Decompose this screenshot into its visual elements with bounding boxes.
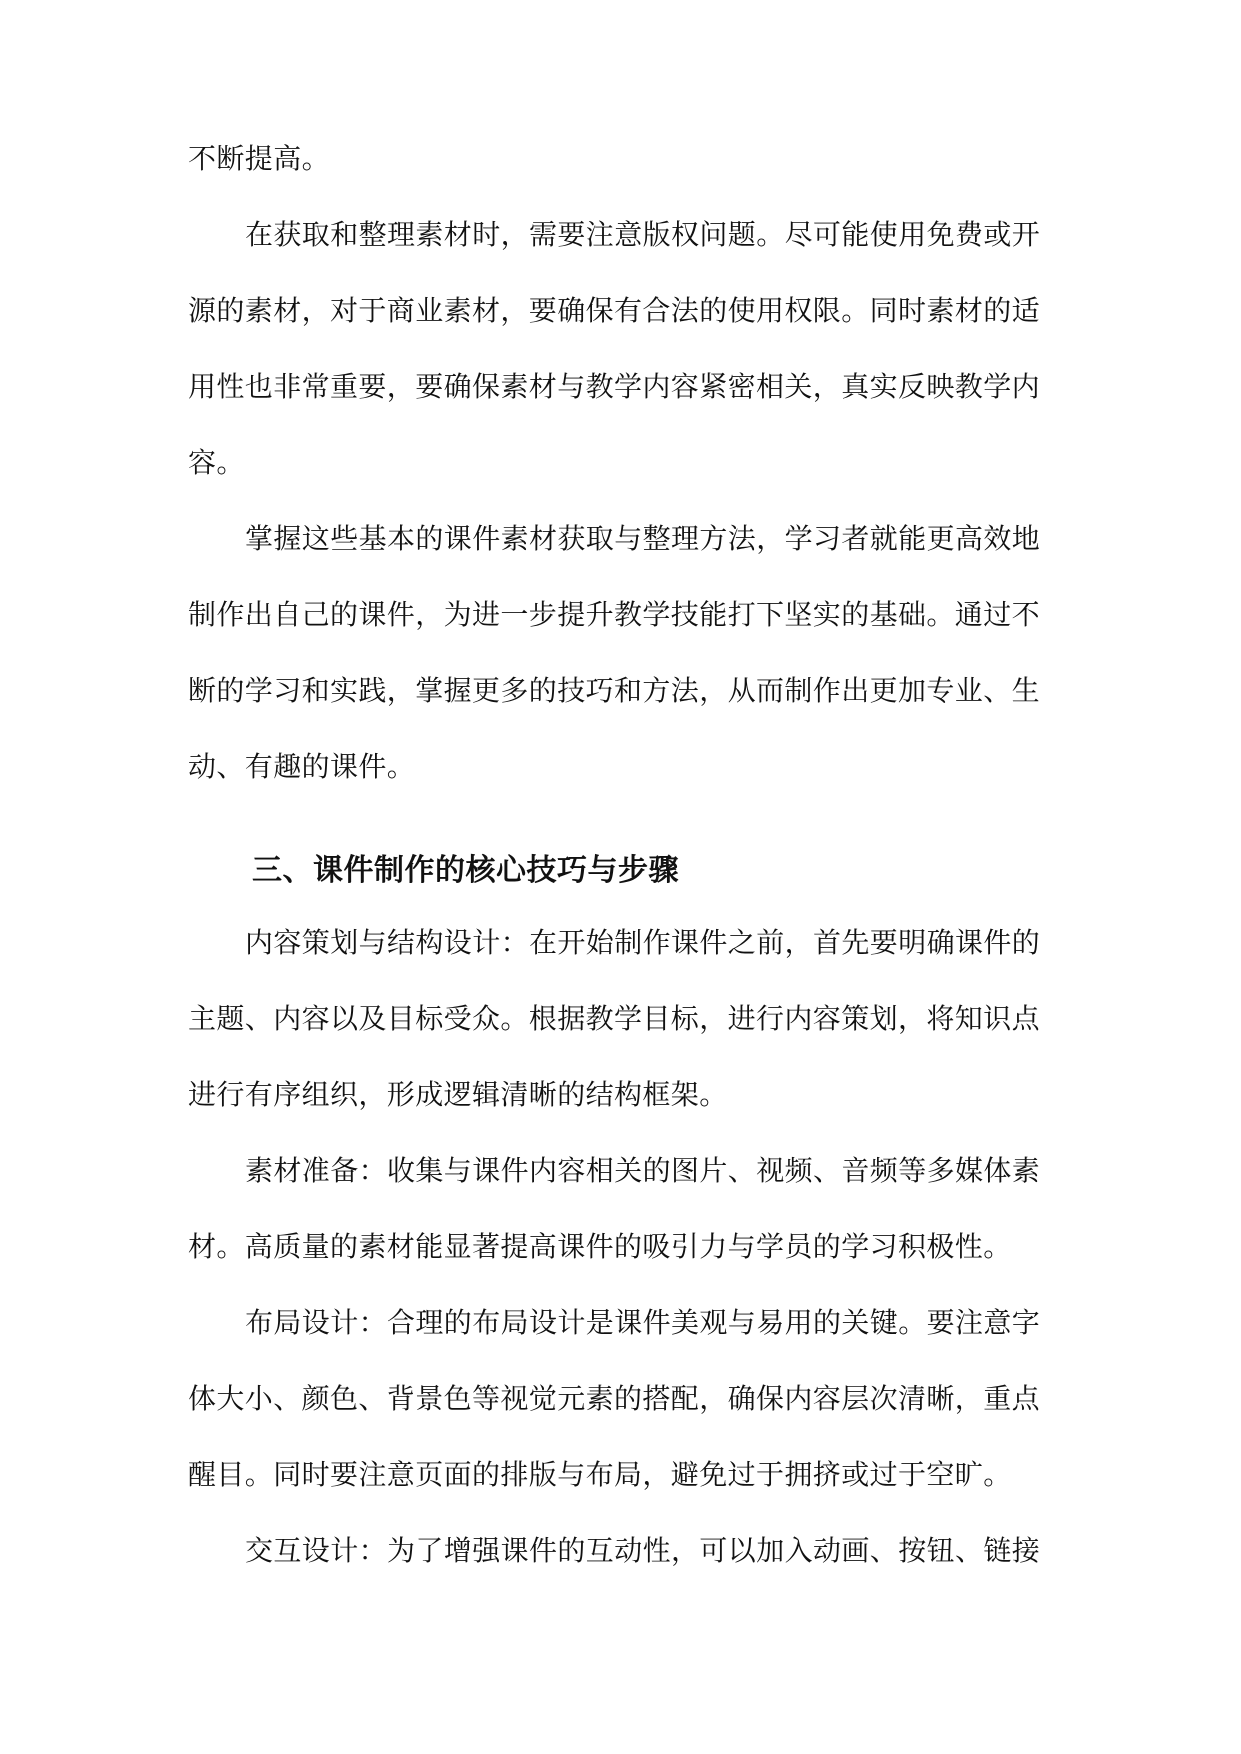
document-body (188, 140, 1054, 1570)
body-line: 材。高质量的素材能显著提高课件的吸引力与学员的学习积极性。 (188, 1230, 1012, 1263)
body-line: 醒目。同时要注意页面的排版与布局，避免过于拥挤或过于空旷。 (188, 1458, 1012, 1491)
body-line: 制作出自己的课件，为进一步提升教学技能打下坚实的基础。通过不 (188, 598, 1041, 631)
body-line: 不断提高。 (188, 142, 331, 175)
body-line: 素材准备：收集与课件内容相关的图片、视频、音频等多媒体素 (245, 1154, 1041, 1187)
body-line: 交互设计：为了增强课件的互动性，可以加入动画、按钮、链接 (245, 1534, 1041, 1567)
body-line: 内容策划与结构设计：在开始制作课件之前，首先要明确课件的 (245, 926, 1041, 959)
body-line: 主题、内容以及目标受众。根据教学目标，进行内容策划，将知识点 (188, 1002, 1041, 1035)
body-line: 体大小、颜色、背景色等视觉元素的搭配，确保内容层次清晰，重点 (188, 1382, 1041, 1415)
body-line: 进行有序组织，形成逻辑清晰的结构框架。 (188, 1078, 728, 1111)
body-line: 动、有趣的课件。 (188, 750, 416, 783)
section-heading: 三、课件制作的核心技巧与步骤 (252, 853, 679, 888)
body-line: 断的学习和实践，掌握更多的技巧和方法，从而制作出更加专业、生 (188, 674, 1041, 707)
body-line: 用性也非常重要，要确保素材与教学内容紧密相关，真实反映教学内 (188, 370, 1041, 403)
body-line: 源的素材，对于商业素材，要确保有合法的使用权限。同时素材的适 (188, 294, 1041, 327)
body-line: 在获取和整理素材时，需要注意版权问题。尽可能使用免费或开 (245, 218, 1041, 251)
body-line: 掌握这些基本的课件素材获取与整理方法，学习者就能更高效地 (245, 522, 1041, 555)
body-line: 容。 (188, 446, 245, 479)
body-line: 布局设计：合理的布局设计是课件美观与易用的关键。要注意字 (245, 1306, 1041, 1339)
